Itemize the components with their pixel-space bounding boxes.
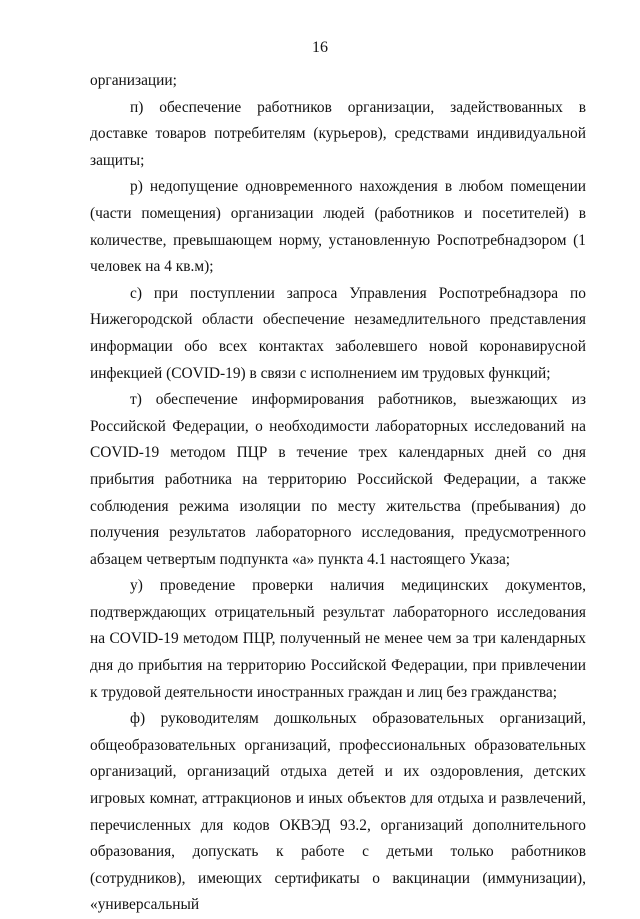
paragraph-continuation: организации;	[90, 72, 177, 89]
paragraph-item-r: р) недопущение одновременного нахождения в любом помещении (части помещения) организации людей (работников и посетителей) в количестве, превышающем норму, установленную Роспотребнадзором (1 человек на 4 кв.м);	[90, 178, 586, 276]
page-number: 16	[312, 39, 328, 56]
paragraph-item-s: с) при поступлении запроса Управления Роспотребнадзора по Нижегородской области обеспечение незамедлительного представления информации обо всех контактах заболевшего новой коронавирусной инфекцией (COVID-19) в связи с исполнением им трудовых функций;	[90, 284, 586, 382]
document-body	[90, 68, 586, 919]
paragraph-item-p: п) обеспечение работников организации, задействованных в доставке товаров потребителям (курьеров), средствами индивидуальной защиты;	[90, 98, 586, 169]
paragraph-item-f: ф) руководителям дошкольных образовательных организаций, общеобразовательных организаций, профессиональных образовательных организаций, организаций отдыха детей и их оздоровления, детских игровых комнат, аттракционов и иных объектов для отдыха и развлечений, перечисленных для кодов ОКВЭД 93.2, организаций дополнительного образования, допускать к работе с детьми только работников (сотрудников), имеющих сертификаты о вакцинации (иммунизации), «универсальный	[90, 710, 586, 914]
paragraph-item-t: т) обеспечение информирования работников, выезжающих из Российской Федерации, о необходимости лабораторных исследований на COVID-19 методом ПЦР в течение трех календарных дней со дня прибытия работника на территорию Российской Федерации, а также соблюдения режима изоляции по месту жительства (пребывания) до получения результатов лабораторного исследования, предусмотренного абзацем четвертым подпункта «а» пункта 4.1 настоящего Указа;	[90, 391, 586, 568]
paragraph-item-u: у) проведение проверки наличия медицинских документов, подтверждающих отрицательный результат лабораторного исследования на COVID-19 методом ПЦР, полученный не менее чем за три календарных дня до прибытия на территорию Российской Федерации, при привлечении к трудовой деятельности иностранных граждан и лиц без гражданства;	[90, 577, 586, 701]
